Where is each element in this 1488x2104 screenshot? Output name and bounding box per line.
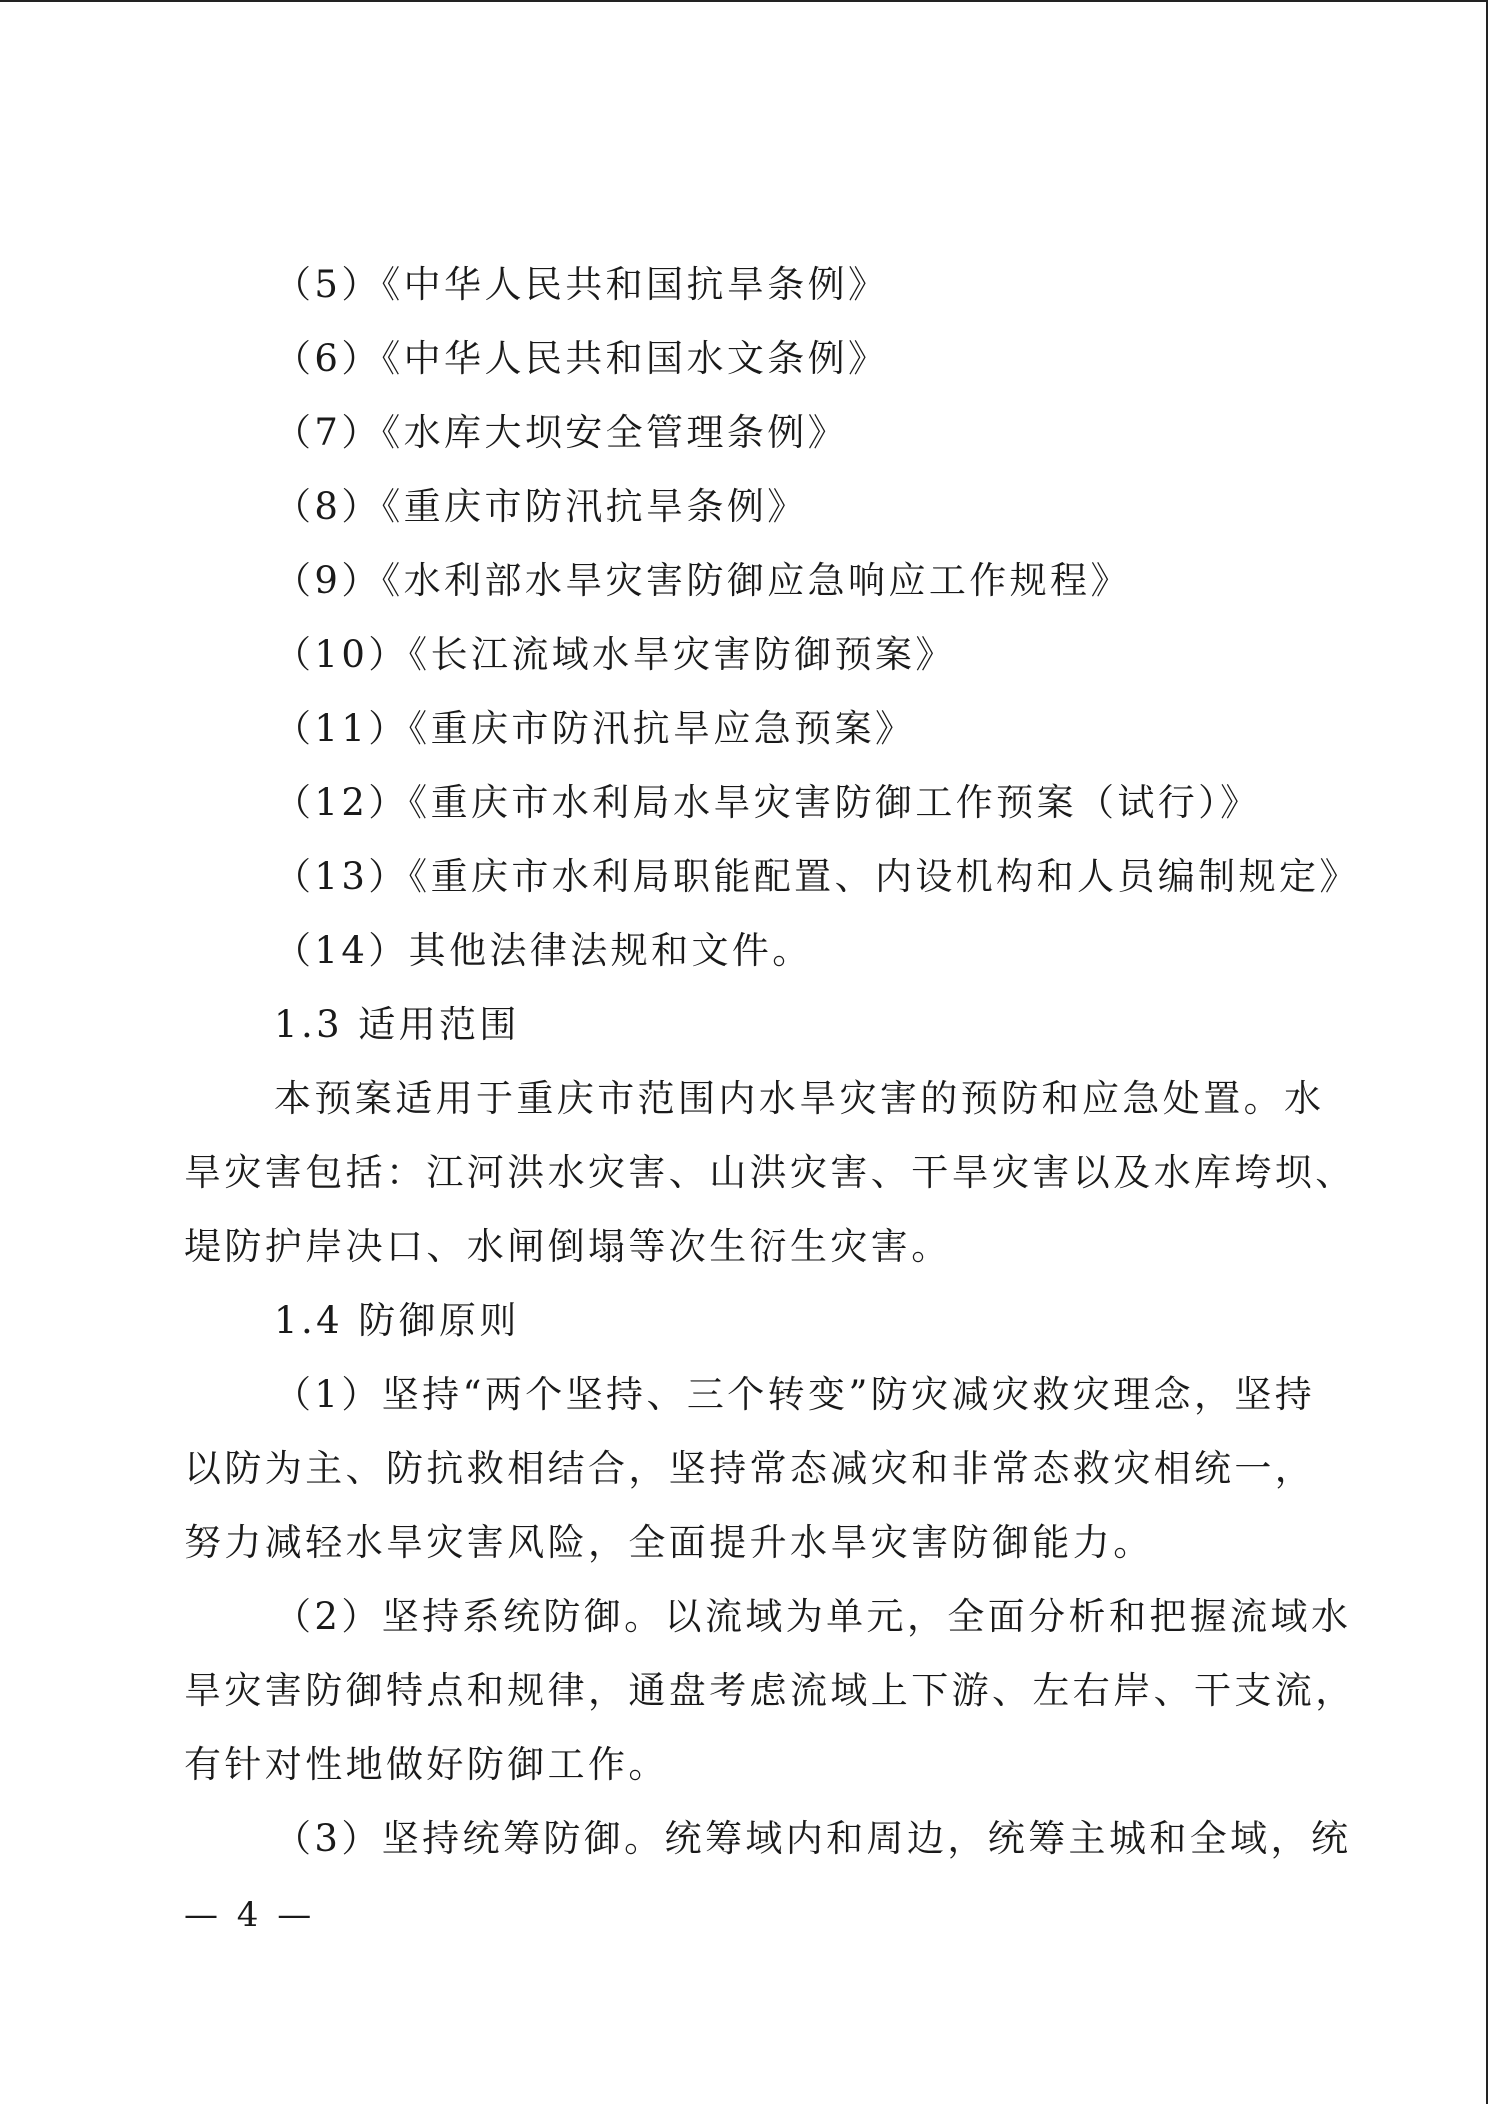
law-item-10: （10）《长江流域水旱灾害防御预案》 — [274, 633, 956, 676]
law-item-12: （12）《重庆市水利局水旱灾害防御工作预案（试行）》 — [274, 781, 1261, 824]
principle-1-line-2: 以防为主、防抗救相结合，坚持常态减灾和非常态救灾相统一， — [184, 1447, 1316, 1490]
page-top-border — [0, 0, 1488, 2]
law-item-6: （6）《中华人民共和国水文条例》 — [274, 337, 889, 380]
principle-2-line-2: 旱灾害防御特点和规律，通盘考虑流域上下游、左右岸、干支流， — [184, 1669, 1356, 1712]
law-item-14: （14）其他法律法规和文件。 — [274, 929, 813, 972]
law-item-7: （7）《水库大坝安全管理条例》 — [274, 411, 849, 454]
principle-3-line-1: （3）坚持统筹防御。统筹域内和周边，统筹主城和全域，统 — [274, 1817, 1352, 1860]
principle-1-line-1: （1）坚持“两个坚持、三个转变”防灾减灾救灾理念，坚持 — [274, 1373, 1316, 1416]
page-number: — 4 — — [184, 1895, 316, 1935]
law-item-9: （9）《水利部水旱灾害防御应急响应工作规程》 — [274, 559, 1131, 602]
law-item-11: （11）《重庆市防汛抗旱应急预案》 — [274, 707, 916, 750]
law-item-8: （8）《重庆市防汛抗旱条例》 — [274, 485, 808, 528]
law-item-13: （13）《重庆市水利局职能配置、内设机构和人员编制规定》 — [274, 855, 1360, 898]
principle-2-line-3: 有针对性地做好防御工作。 — [184, 1743, 669, 1786]
principle-1-line-3: 努力减轻水旱灾害风险，全面提升水旱灾害防御能力。 — [184, 1521, 1154, 1564]
principle-2-line-1: （2）坚持系统防御。以流域为单元，全面分析和把握流域水 — [274, 1595, 1352, 1638]
section-heading-principles: 1.4 防御原则 — [274, 1299, 520, 1342]
scope-paragraph-line-2: 旱灾害包括：江河洪水灾害、山洪灾害、干旱灾害以及水库垮坝、 — [184, 1151, 1356, 1194]
law-item-5: （5）《中华人民共和国抗旱条例》 — [274, 263, 889, 306]
scope-paragraph-line-1: 本预案适用于重庆市范围内水旱灾害的预防和应急处置。水 — [274, 1077, 1325, 1120]
section-heading-scope: 1.3 适用范围 — [274, 1003, 520, 1046]
scope-paragraph-line-3: 堤防护岸决口、水闸倒塌等次生衍生灾害。 — [184, 1225, 952, 1268]
